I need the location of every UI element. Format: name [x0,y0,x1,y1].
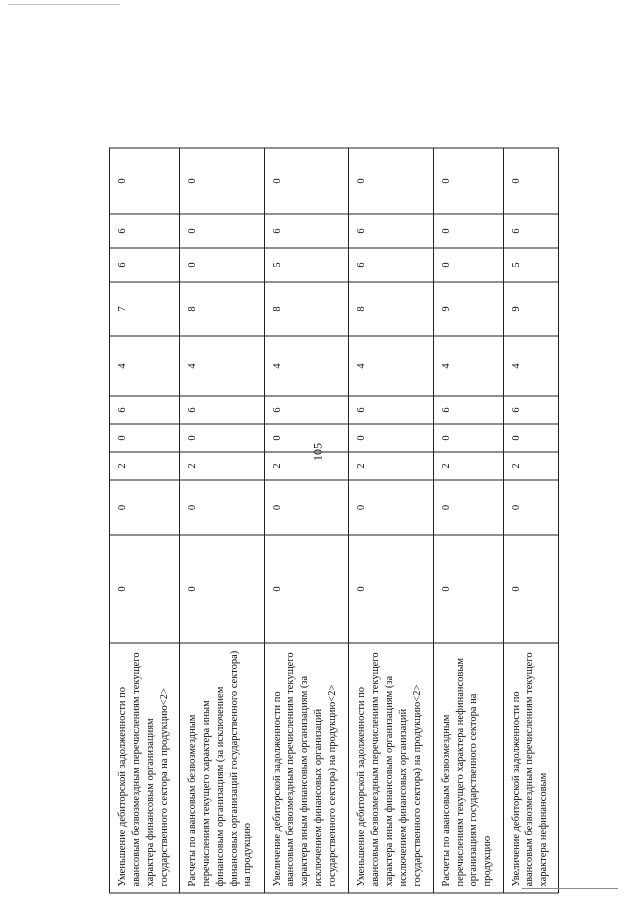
table-row [503,148,558,893]
code-cell: 0 [179,424,264,452]
code-cell: 0 [264,148,349,214]
row-label: Уменьшение дебиторской задолженности по авансовым безвозмездным перечислениям текущего характера иным финансовым организациям (за исключением финансовых организаций государственного сектора) на продукцию<2> [349,643,434,893]
code-cell: 5 [503,248,558,282]
code-cell: 0 [349,535,434,643]
scan-bottom-mark [522,888,618,889]
scan-edge-line [8,4,120,5]
code-cell: 2 [264,452,349,480]
row-label: Увеличение дебиторской задолженности по авансовым безвозмездным перечислениям текущего характера иным финансовым организациям (за исключением финансовых организаций государственного сектора) на продукцию<2> [264,643,349,893]
code-cell: 7 [110,282,180,336]
table-row [349,148,434,893]
code-cell: 6 [433,396,503,424]
code-cell: 2 [179,452,264,480]
table-row [179,148,264,893]
code-cell: 0 [349,480,434,535]
table-row [110,148,180,893]
code-cell: 0 [110,535,180,643]
code-cell: 0 [503,480,558,535]
code-cell: 4 [264,336,349,396]
row-label: Увеличение дебиторской задолженности по авансовым безвозмездным перечислениям текущего характера нефинансовым [503,643,558,893]
code-cell: 4 [110,336,180,396]
code-cell: 0 [179,214,264,248]
code-cell: 6 [110,396,180,424]
code-cell: 2 [349,452,434,480]
code-cell: 0 [349,148,434,214]
code-cell: 0 [264,535,349,643]
code-cell: 6 [264,214,349,248]
code-cell: 0 [110,148,180,214]
rotated-table-container [109,149,559,894]
code-cell: 0 [179,148,264,214]
row-label: Расчеты по авансовым безвозмездным перечислениям текущего характера иным финансовым организациям (за исключением финансовых организаций государственного сектора) на продукцию [179,643,264,893]
code-cell: 0 [179,248,264,282]
code-cell: 0 [264,424,349,452]
code-cell: 2 [110,452,180,480]
code-cell: 4 [433,336,503,396]
code-cell: 2 [433,452,503,480]
table-row [264,148,349,893]
code-cell: 0 [349,424,434,452]
code-cell: 8 [264,282,349,336]
code-cell: 4 [503,336,558,396]
code-cell: 5 [264,248,349,282]
code-cell: 4 [179,336,264,396]
table-row [433,148,503,893]
code-cell: 8 [349,282,434,336]
page-number: 105 [310,443,325,461]
code-cell: 0 [503,424,558,452]
code-cell: 9 [503,282,558,336]
code-cell: 6 [349,396,434,424]
code-cell: 0 [179,480,264,535]
code-cell: 0 [503,535,558,643]
code-cell: 0 [433,424,503,452]
code-cell: 6 [349,214,434,248]
code-cell: 6 [503,214,558,248]
code-cell: 6 [110,248,180,282]
code-cell: 0 [503,148,558,214]
code-cell: 0 [110,424,180,452]
code-cell: 0 [433,248,503,282]
code-cell: 0 [433,148,503,214]
row-label: Расчеты по авансовым безвозмездным перечислениям текущего характера нефинансовым организациям государственного сектора на продукцию [433,643,503,893]
code-cell: 6 [110,214,180,248]
code-cell: 6 [264,396,349,424]
code-cell: 0 [433,480,503,535]
code-cell: 0 [264,480,349,535]
code-cell: 0 [110,480,180,535]
code-cell: 0 [433,535,503,643]
code-cell: 0 [433,214,503,248]
row-label: Уменьшение дебиторской задолженности по авансовым безвозмездным перечислениям текущего характера финансовым организациям государственного сектора на продукцию<2> [110,643,180,893]
code-cell: 2 [503,452,558,480]
codes-table [109,148,559,894]
code-cell: 6 [349,248,434,282]
code-cell: 6 [179,396,264,424]
code-cell: 8 [179,282,264,336]
code-cell: 4 [349,336,434,396]
code-cell: 6 [503,396,558,424]
code-cell: 9 [433,282,503,336]
code-cell: 0 [179,535,264,643]
